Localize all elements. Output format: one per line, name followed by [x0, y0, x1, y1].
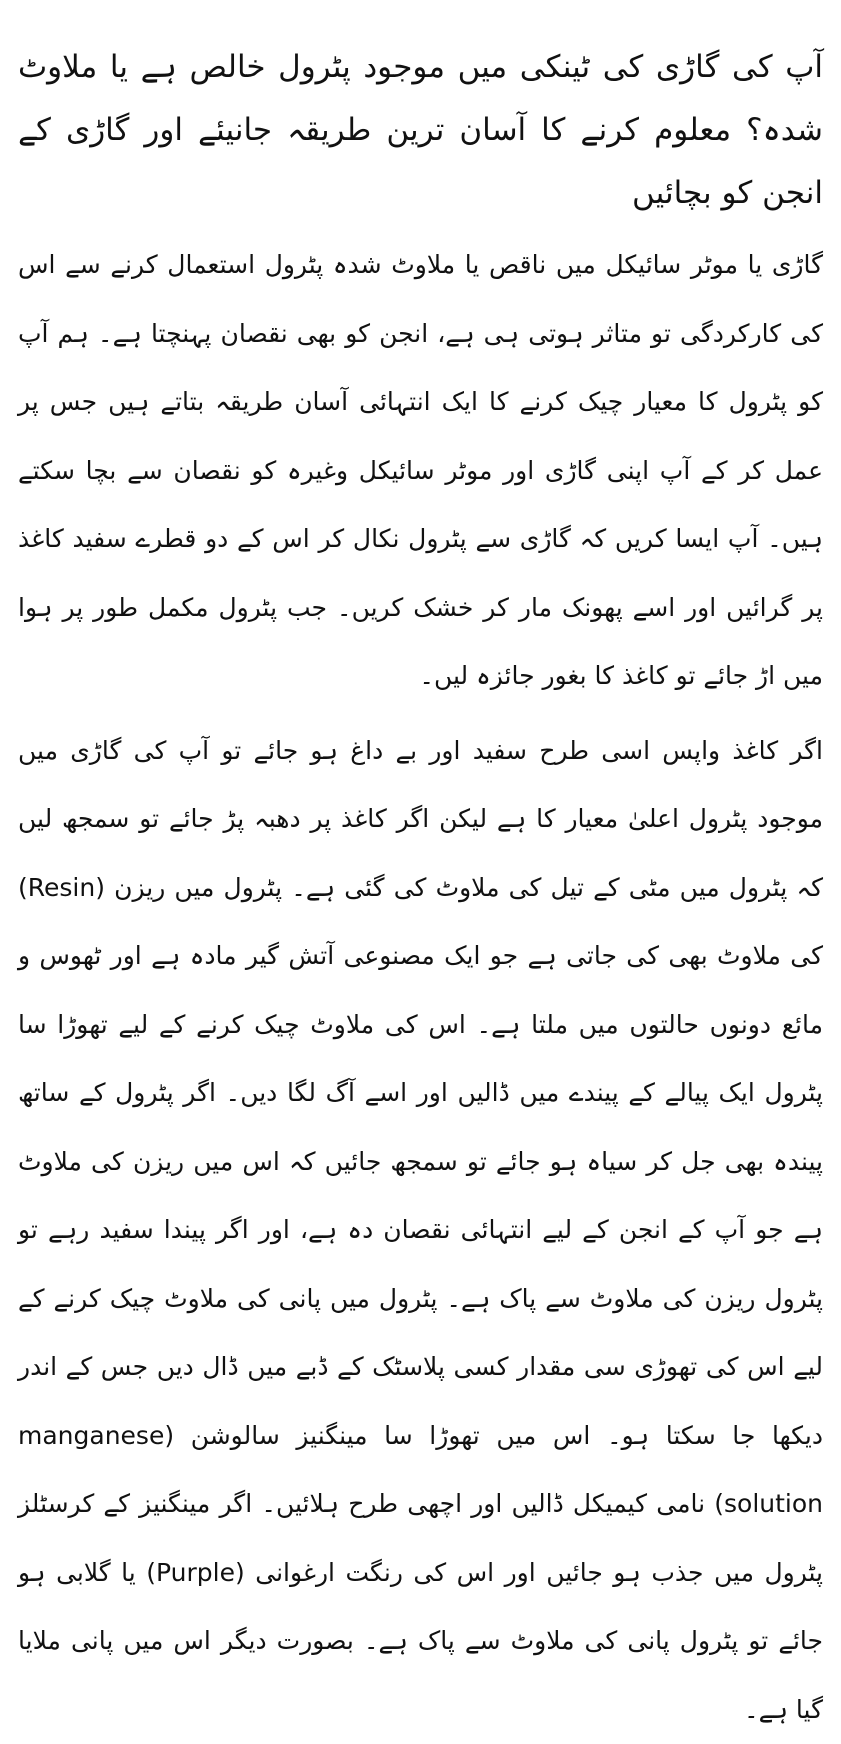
article-paragraph-1: گاڑی یا موٹر سائیکل میں ناقص یا ملاوٹ شدہ پٹرول استعمال کرنے سے اس کی کارکردگی تو متاثر ہوتی ہی ہے، انجن کو بھی نقصان پہنچتا ہے۔ ہم آپ کو پٹرول کا معیار چیک کرنے کا ایک انتہائی آسان طریقہ بتاتے ہیں جس پر عمل کر کے آپ اپنی گاڑی اور موٹر سائیکل وغیرہ کو نقصان سے بچا سکتے ہیں۔ آپ ایسا کریں کہ گاڑی سے پٹرول نکال کر اس کے دو قطرے سفید کاغذ پر گرائیں اور اسے پھونک مار کر خشک کریں۔ جب پٹرول مکمل طور پر ہوا میں اڑ جائے تو کاغذ کا بغور جائزہ لیں۔ — [18, 231, 823, 711]
article-title: آپ کی گاڑی کی ٹینکی میں موجود پٹرول خالص ہے یا ملاوٹ شدہ؟ معلوم کرنے کا آسان ترین طریقہ جانیئے اور گاڑی کے انجن کو بچائیں — [18, 36, 823, 225]
article-paragraph-2: اگر کاغذ واپس اسی طرح سفید اور بے داغ ہو جائے تو آپ کی گاڑی میں موجود پٹرول اعلیٰ معیار کا ہے لیکن اگر کاغذ پر دھبہ پڑ جائے تو سمجھ لیں کہ پٹرول میں مٹی کے تیل کی ملاوٹ کی گئی ہے۔ پٹرول میں ریزن (Resin) کی ملاوٹ بھی کی جاتی ہے جو ایک مصنوعی آتش گیر مادہ ہے اور ٹھوس و مائع دونوں حالتوں میں ملتا ہے۔ اس کی ملاوٹ چیک کرنے کے لیے تھوڑا سا پٹرول ایک پیالے کے پیندے میں ڈالیں اور اسے آگ لگا دیں۔ اگر پٹرول کے ساتھ پیندہ بھی جل کر سیاہ ہو جائے تو سمجھ جائیں کہ اس میں ریزن کی ملاوٹ ہے جو آپ کے انجن کے لیے انتہائی نقصان دہ ہے، اور اگر پیندا سفید رہے تو پٹرول ریزن کی ملاوٹ سے پاک ہے۔ پٹرول میں پانی کی ملاوٹ چیک کرنے کے لیے اس کی تھوڑی سی مقدار کسی پلاسٹک کے ڈبے میں ڈال دیں جس کے اندر دیکھا جا سکتا ہو۔ اس میں تھوڑا سا مینگنیز سالوشن (manganese solution) نامی کیمیکل ڈالیں اور اچھی طرح ہلائیں۔ اگر مینگنیز کے کرسٹلز پٹرول میں جذب ہو جائیں اور اس کی رنگت ارغوانی (Purple) یا گلابی ہو جائے تو پٹرول پانی کی ملاوٹ سے پاک ہے۔ بصورت دیگر اس میں پانی ملایا گیا ہے۔ — [18, 717, 823, 1744]
article — [18, 36, 823, 1744]
